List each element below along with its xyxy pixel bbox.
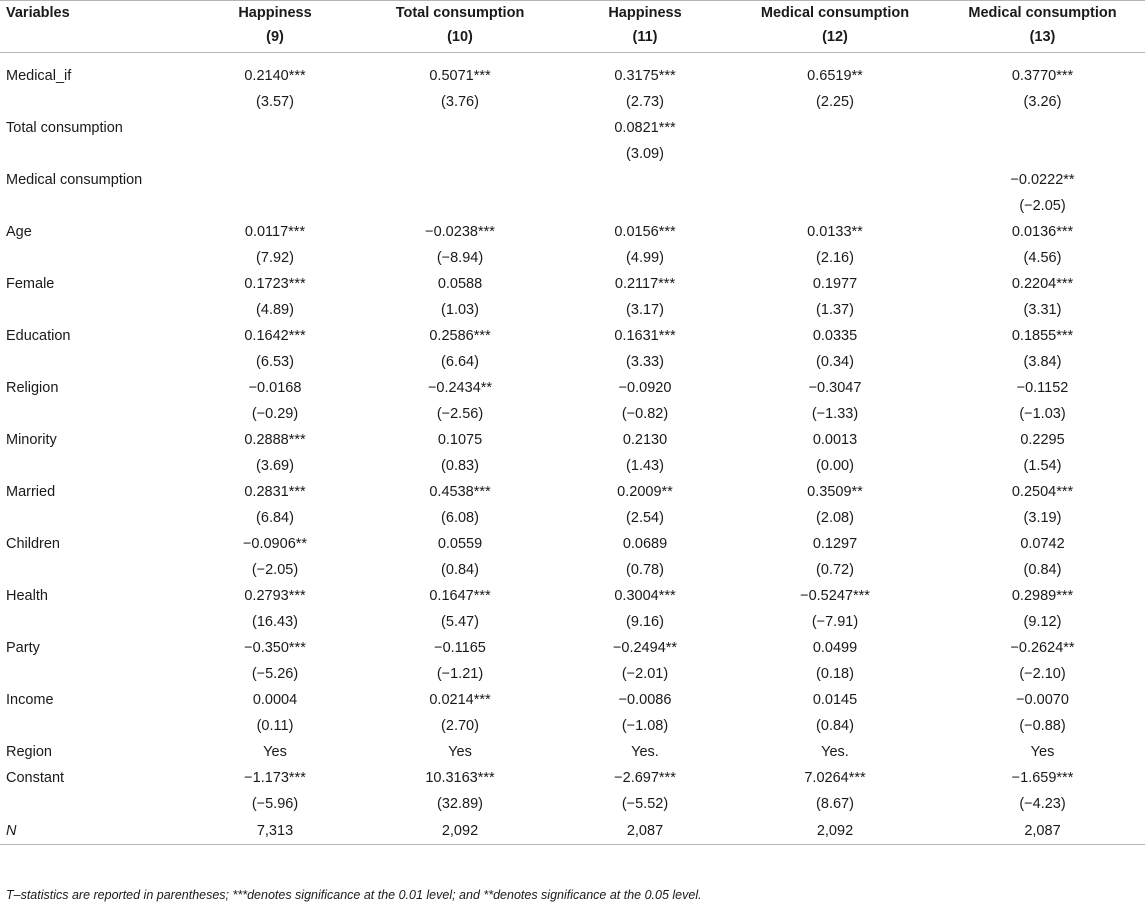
- tstat-cell: (3.31): [1023, 302, 1062, 318]
- table-row: [0, 713, 1145, 739]
- tstat-cell: (2.16): [816, 250, 854, 266]
- row-label: Medical_if: [6, 68, 72, 84]
- row-label: Total consumption: [6, 120, 123, 136]
- table-row: [0, 401, 1145, 427]
- tstat-cell: (3.09): [626, 146, 664, 162]
- table-row: [0, 219, 1145, 245]
- tstat-cell: (6.53): [256, 354, 294, 370]
- coef-cell: [190, 115, 360, 141]
- row-label-empty: [0, 297, 190, 323]
- tstat-cell: (−1.21): [436, 666, 484, 682]
- coef-cell: −0.0222**: [1010, 172, 1075, 188]
- table-row: [0, 687, 1145, 713]
- table-row: [0, 193, 1145, 219]
- n-cell: 2,087: [560, 817, 730, 845]
- row-label-empty: [0, 89, 190, 115]
- table-header: [0, 1, 1145, 53]
- coef-cell: 0.1977: [812, 276, 858, 292]
- coef-cell: −0.2434**: [427, 380, 493, 396]
- coef-cell: −0.0168: [248, 380, 302, 396]
- table-footnote: T–statistics are reported in parentheses; ***denotes significance at the 0.01 level; and **denotes significance at the 0.05 level.: [6, 888, 702, 902]
- table-row: [0, 63, 1145, 89]
- header-blank: [0, 26, 190, 53]
- tstat-cell: [190, 193, 360, 219]
- coef-cell: −0.2624**: [1010, 640, 1075, 656]
- tstat-cell: [730, 141, 940, 167]
- tstat-cell: (9.16): [626, 614, 664, 630]
- coef-cell: −0.5247***: [800, 588, 870, 604]
- header-col-title: Total consumption: [360, 1, 560, 27]
- row-label-empty: [0, 245, 190, 271]
- tstat-cell: (3.84): [1023, 354, 1062, 370]
- row-label: Female: [6, 276, 55, 292]
- tstat-cell: (4.56): [1023, 250, 1062, 266]
- coef-cell: 0.0004: [252, 692, 298, 708]
- row-label: Medical consumption: [6, 172, 143, 188]
- tstat-cell: (2.08): [816, 510, 854, 526]
- coef-cell: [730, 115, 940, 141]
- tstat-cell: (−1.03): [1019, 406, 1066, 422]
- coef-cell: 0.2504***: [1011, 484, 1074, 500]
- table-row: [0, 349, 1145, 375]
- header-col-number: (9): [190, 26, 360, 53]
- table-row: [0, 505, 1145, 531]
- coef-cell: 0.1297: [812, 536, 858, 552]
- row-label-empty: [0, 401, 190, 427]
- coef-cell: 0.0117***: [244, 224, 306, 240]
- coef-cell: 0.0742: [1020, 536, 1065, 552]
- n-cell: 2,092: [730, 817, 940, 845]
- tstat-cell: (0.34): [816, 354, 854, 370]
- table-row: [0, 557, 1145, 583]
- row-label: Party: [6, 640, 40, 656]
- region-cell: Yes: [448, 744, 472, 760]
- row-label: Region: [6, 744, 52, 760]
- table-row: [0, 531, 1145, 557]
- coef-cell: [730, 167, 940, 193]
- table-row: [0, 141, 1145, 167]
- region-cell: Yes.: [631, 744, 659, 760]
- coef-cell: 0.0133**: [807, 224, 863, 240]
- spacer-row: [0, 53, 1145, 64]
- coef-cell: −0.0238***: [425, 224, 495, 240]
- table-row: [0, 89, 1145, 115]
- tstat-cell: (0.11): [256, 718, 294, 734]
- header-row-numbers: [0, 26, 1145, 53]
- row-label-empty: [0, 193, 190, 219]
- tstat-cell: (−0.29): [251, 406, 299, 422]
- row-label: Married: [6, 484, 56, 500]
- coef-cell: 0.2204***: [1011, 276, 1074, 292]
- tstat-cell: (4.89): [256, 302, 294, 318]
- tstat-cell: (1.37): [816, 302, 854, 318]
- tstat-cell: (0.18): [816, 666, 854, 682]
- coef-cell: −1.173***: [244, 770, 306, 786]
- tstat-cell: [730, 193, 940, 219]
- tstat-cell: (−5.96): [251, 796, 299, 812]
- tstat-cell: (−2.01): [621, 666, 669, 682]
- header-col-title: Medical consumption: [730, 1, 940, 27]
- tstat-cell: (5.47): [441, 614, 479, 630]
- coef-cell: −0.0920: [618, 380, 672, 396]
- header-col-number: (10): [360, 26, 560, 53]
- table-row: [0, 323, 1145, 349]
- coef-cell: 0.3509**: [807, 484, 863, 500]
- tstat-cell: (3.76): [441, 94, 479, 110]
- coef-cell: 0.0335: [812, 328, 858, 344]
- coef-cell: [940, 115, 1145, 141]
- coef-cell: 0.2117***: [614, 276, 676, 292]
- coef-cell: 0.2989***: [1011, 588, 1074, 604]
- table-row: [0, 609, 1145, 635]
- tstat-cell: (−4.23): [1019, 796, 1066, 812]
- row-label-empty: [0, 141, 190, 167]
- coef-cell: 0.1075: [437, 432, 483, 448]
- row-label: Religion: [6, 380, 59, 396]
- row-label-empty: [0, 661, 190, 687]
- coef-cell: 0.2831***: [244, 484, 306, 500]
- coef-cell: −0.1165: [434, 640, 486, 656]
- tstat-cell: [940, 141, 1145, 167]
- region-cell: Yes: [263, 744, 287, 760]
- table-row: [0, 791, 1145, 817]
- row-label: Age: [6, 224, 32, 240]
- coef-cell: −0.1152: [1016, 380, 1069, 396]
- n-cell: 7,313: [190, 817, 360, 845]
- tstat-cell: [360, 141, 560, 167]
- tstat-cell: (0.72): [816, 562, 854, 578]
- row-label: N: [0, 817, 190, 845]
- tstat-cell: (4.99): [626, 250, 664, 266]
- coef-cell: 0.1647***: [429, 588, 491, 604]
- tstat-cell: (−8.94): [436, 250, 484, 266]
- coef-cell: 0.0214***: [429, 692, 491, 708]
- tstat-cell: (3.57): [256, 94, 294, 110]
- row-label: Minority: [6, 432, 57, 448]
- tstat-cell: [560, 193, 730, 219]
- coef-cell: [360, 115, 560, 141]
- tstat-cell: (8.67): [816, 796, 854, 812]
- coef-cell: 0.2888***: [244, 432, 306, 448]
- coef-cell: 0.1723***: [244, 276, 306, 292]
- table-row: [0, 245, 1145, 271]
- tstat-cell: (1.54): [1023, 458, 1062, 474]
- tstat-cell: (0.84): [816, 718, 854, 734]
- table-row: [0, 297, 1145, 323]
- coef-cell: −0.0086: [618, 692, 672, 708]
- header-col-title: Happiness: [560, 1, 730, 27]
- coef-cell: 0.0145: [812, 692, 858, 708]
- table-row: [0, 739, 1145, 765]
- tstat-cell: (6.84): [256, 510, 294, 526]
- table-row-last: [0, 817, 1145, 845]
- tstat-cell: (3.17): [626, 302, 664, 318]
- coef-cell: −0.3047: [808, 380, 862, 396]
- table-row: [0, 453, 1145, 479]
- table-row: [0, 115, 1145, 141]
- coef-cell: 0.0156***: [614, 224, 676, 240]
- coef-cell: 0.1642***: [244, 328, 306, 344]
- row-label: Constant: [6, 770, 65, 786]
- row-label: Children: [6, 536, 60, 552]
- coef-cell: 0.0013: [812, 432, 858, 448]
- tstat-cell: (−1.33): [811, 406, 859, 422]
- coef-cell: 0.0559: [437, 536, 483, 552]
- coef-cell: 0.4538***: [429, 484, 491, 500]
- header-col-title: Medical consumption: [940, 1, 1145, 27]
- n-cell: 2,092: [360, 817, 560, 845]
- coef-cell: 0.2793***: [244, 588, 306, 604]
- tstat-cell: (9.12): [1023, 614, 1062, 630]
- row-label: Education: [6, 328, 71, 344]
- coef-cell: 10.3163***: [425, 770, 495, 786]
- tstat-cell: (0.78): [626, 562, 664, 578]
- tstat-cell: (6.64): [441, 354, 479, 370]
- tstat-cell: (−2.56): [436, 406, 484, 422]
- tstat-cell: (1.03): [441, 302, 479, 318]
- table-row: [0, 167, 1145, 193]
- tstat-cell: (−2.05): [251, 562, 299, 578]
- coef-cell: −2.697***: [614, 770, 676, 786]
- coef-cell: 0.3175***: [614, 68, 676, 84]
- tstat-cell: (3.26): [1023, 94, 1062, 110]
- tstat-cell: (−5.26): [251, 666, 299, 682]
- coef-cell: 0.1855***: [1011, 328, 1074, 344]
- tstat-cell: (2.25): [816, 94, 854, 110]
- table-row: [0, 583, 1145, 609]
- coef-cell: 0.5071***: [429, 68, 491, 84]
- tstat-cell: (−2.05): [1019, 198, 1066, 214]
- table-row: [0, 661, 1145, 687]
- table-row: [0, 479, 1145, 505]
- tstat-cell: (2.73): [626, 94, 664, 110]
- coef-cell: 0.2140***: [244, 68, 306, 84]
- coef-cell: 0.6519**: [807, 68, 863, 84]
- coef-cell: 0.0136***: [1011, 224, 1074, 240]
- table-row: [0, 635, 1145, 661]
- table-row: [0, 427, 1145, 453]
- row-label-empty: [0, 609, 190, 635]
- coef-cell: 0.0499: [812, 640, 858, 656]
- coef-cell: 0.0689: [622, 536, 668, 552]
- tstat-cell: (0.84): [441, 562, 479, 578]
- coef-cell: 7.0264***: [804, 770, 866, 786]
- table-row: [0, 271, 1145, 297]
- table-row: [0, 765, 1145, 791]
- coef-cell: 0.2009**: [617, 484, 673, 500]
- region-cell: Yes: [1030, 744, 1055, 760]
- coef-cell: [360, 167, 560, 193]
- coef-cell: 0.1631***: [614, 328, 676, 344]
- row-label-empty: [0, 505, 190, 531]
- coef-cell: 0.3004***: [614, 588, 676, 604]
- row-label-empty: [0, 791, 190, 817]
- tstat-cell: (3.19): [1023, 510, 1062, 526]
- coef-cell: −0.0070: [1016, 692, 1069, 708]
- tstat-cell: (−1.08): [621, 718, 669, 734]
- region-cell: Yes.: [821, 744, 849, 760]
- row-label: Health: [6, 588, 48, 604]
- tstat-cell: (1.43): [626, 458, 664, 474]
- tstat-cell: (0.83): [441, 458, 479, 474]
- header-variables: Variables: [0, 1, 190, 27]
- tstat-cell: (3.69): [256, 458, 294, 474]
- header-col-title: Happiness: [190, 1, 360, 27]
- header-col-number: (11): [560, 26, 730, 53]
- tstat-cell: (−5.52): [621, 796, 669, 812]
- table-body: [0, 53, 1145, 845]
- tstat-cell: (2.70): [441, 718, 479, 734]
- coef-cell: −0.2494**: [612, 640, 678, 656]
- coef-cell: 0.2586***: [429, 328, 491, 344]
- header-col-number: (12): [730, 26, 940, 53]
- coef-cell: 0.0821***: [614, 120, 676, 136]
- coef-cell: [560, 167, 730, 193]
- coef-cell: [190, 167, 360, 193]
- tstat-cell: (−0.88): [1019, 718, 1066, 734]
- coef-cell: 0.2295: [1020, 432, 1065, 448]
- tstat-cell: (0.84): [1023, 562, 1062, 578]
- tstat-cell: (32.89): [437, 796, 483, 812]
- tstat-cell: (−0.82): [621, 406, 669, 422]
- coef-cell: −0.350***: [244, 640, 306, 656]
- row-label-empty: [0, 453, 190, 479]
- tstat-cell: (6.08): [441, 510, 479, 526]
- table-row: [0, 375, 1145, 401]
- n-cell: 2,087: [940, 817, 1145, 845]
- header-row-titles: [0, 1, 1145, 27]
- tstat-cell: (3.33): [626, 354, 664, 370]
- tstat-cell: (7.92): [256, 250, 294, 266]
- coef-cell: 0.3770***: [1011, 68, 1074, 84]
- row-label: Income: [6, 692, 54, 708]
- tstat-cell: (−7.91): [811, 614, 859, 630]
- coef-cell: 0.0588: [437, 276, 483, 292]
- row-label-empty: [0, 557, 190, 583]
- tstat-cell: [360, 193, 560, 219]
- tstat-cell: (−2.10): [1019, 666, 1066, 682]
- tstat-cell: [190, 141, 360, 167]
- tstat-cell: (2.54): [626, 510, 664, 526]
- coef-cell: −1.659***: [1011, 770, 1074, 786]
- row-label-empty: [0, 713, 190, 739]
- tstat-cell: (0.00): [816, 458, 854, 474]
- coef-cell: 0.2130: [622, 432, 668, 448]
- header-col-number: (13): [940, 26, 1145, 53]
- row-label-empty: [0, 349, 190, 375]
- tstat-cell: (16.43): [252, 614, 298, 630]
- coef-cell: −0.0906**: [242, 536, 308, 552]
